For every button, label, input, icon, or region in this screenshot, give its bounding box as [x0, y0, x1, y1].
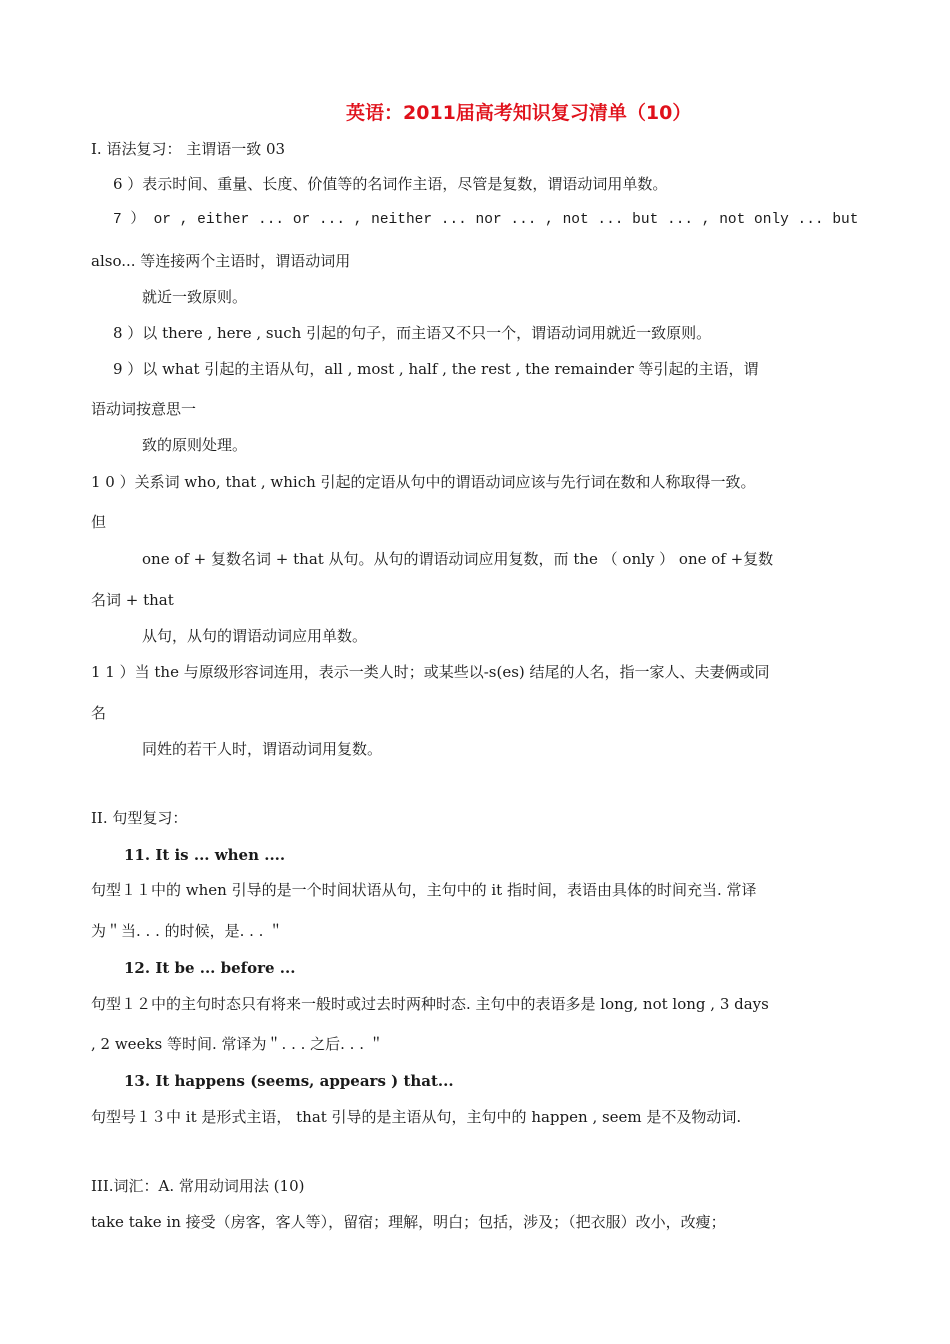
pattern-11-title: 11. It is ... when .... [124, 846, 286, 864]
pattern-12-line-1: 句型１２中的主句时态只有将来一般时或过去时两种时态. 主句中的表语多是 long, not long , 3 days [91, 995, 769, 1013]
grammar-item-11-line-3: 同姓的若干人时，谓语动词用复数。 [142, 740, 383, 758]
pattern-12-line-2: , 2 weeks 等时间. 常译为＂. . . 之后. . . ＂ [91, 1035, 384, 1053]
pattern-13-title: 13. It happens (seems, appears ) that... [124, 1072, 454, 1090]
pattern-11-line-1: 句型１１中的 when 引导的是一个时间状语从句，主句中的 it 指时间，表语由具体的时间充当. 常译 [91, 881, 757, 899]
grammar-item-10-line-1: 1 0 ）关系词 who, that , which 引起的定语从句中的谓语动词应该与先行词在数和人称取得一致。 [91, 473, 756, 491]
grammar-item-9-line-1: 9 ）以 what 引起的主语从句，all , most , half , the rest , the remainder 等引起的主语，谓 [113, 360, 759, 378]
pattern-12-title: 12. It be ... before ... [124, 959, 296, 977]
section-2-heading: II. 句型复习： [91, 809, 188, 827]
grammar-item-7-line-2: also... 等连接两个主语时，谓语动词用 [91, 252, 351, 270]
section-1-heading: I. 语法复习： 主谓语一致 03 [91, 140, 286, 158]
grammar-item-10-line-3: one of + 复数名词 + that 从句。从句的谓语动词应用复数，而 the （ only ） one of +复数 [142, 550, 774, 568]
pattern-11-line-2: 为＂当. . . 的时候，是. . . ＂ [91, 922, 284, 940]
grammar-item-6: 6 ）表示时间、重量、长度、价值等的名词作主语，尽管是复数，谓语动词用单数。 [113, 175, 668, 193]
page-title: 英语：2011届高考知识复习清单（10） [346, 102, 692, 124]
grammar-item-9-line-2: 语动词按意思一 [91, 400, 197, 418]
grammar-item-10-line-5: 从句，从句的谓语动词应用单数。 [142, 627, 368, 645]
grammar-item-8: 8 ）以 there , here , such 引起的句子，而主语又不只一个，谓语动词用就近一致原则。 [113, 324, 712, 342]
pattern-13-line-1: 句型号１３中 it 是形式主语， that 引导的是主语从句，主句中的 happen , seem 是不及物动词. [91, 1108, 742, 1126]
grammar-item-10-line-2: 但 [91, 513, 107, 531]
vocabulary-line-1: take take in 接受（房客，客人等），留宿；理解，明白；包括，涉及；（把衣服）改小，改瘦； [91, 1213, 726, 1231]
grammar-item-10-line-4: 名词 + that [91, 591, 174, 609]
grammar-item-11-line-1: 1 1 ）当 the 与原级形容词连用，表示一类人时；或某些以-s(es) 结尾的人名，指一家人、夫妻俩或同 [91, 663, 770, 681]
section-3-heading: III.词汇：A. 常用动词用法 (10) [91, 1177, 305, 1195]
grammar-item-7-line-3: 就近一致原则。 [142, 288, 248, 306]
grammar-item-7-line-1: 7 ） or , either ... or ... , neither ... nor ... , not ... but ... , not only ... but [113, 212, 859, 228]
grammar-item-11-line-2: 名 [91, 704, 107, 722]
grammar-item-9-line-3: 致的原则处理。 [142, 436, 248, 454]
